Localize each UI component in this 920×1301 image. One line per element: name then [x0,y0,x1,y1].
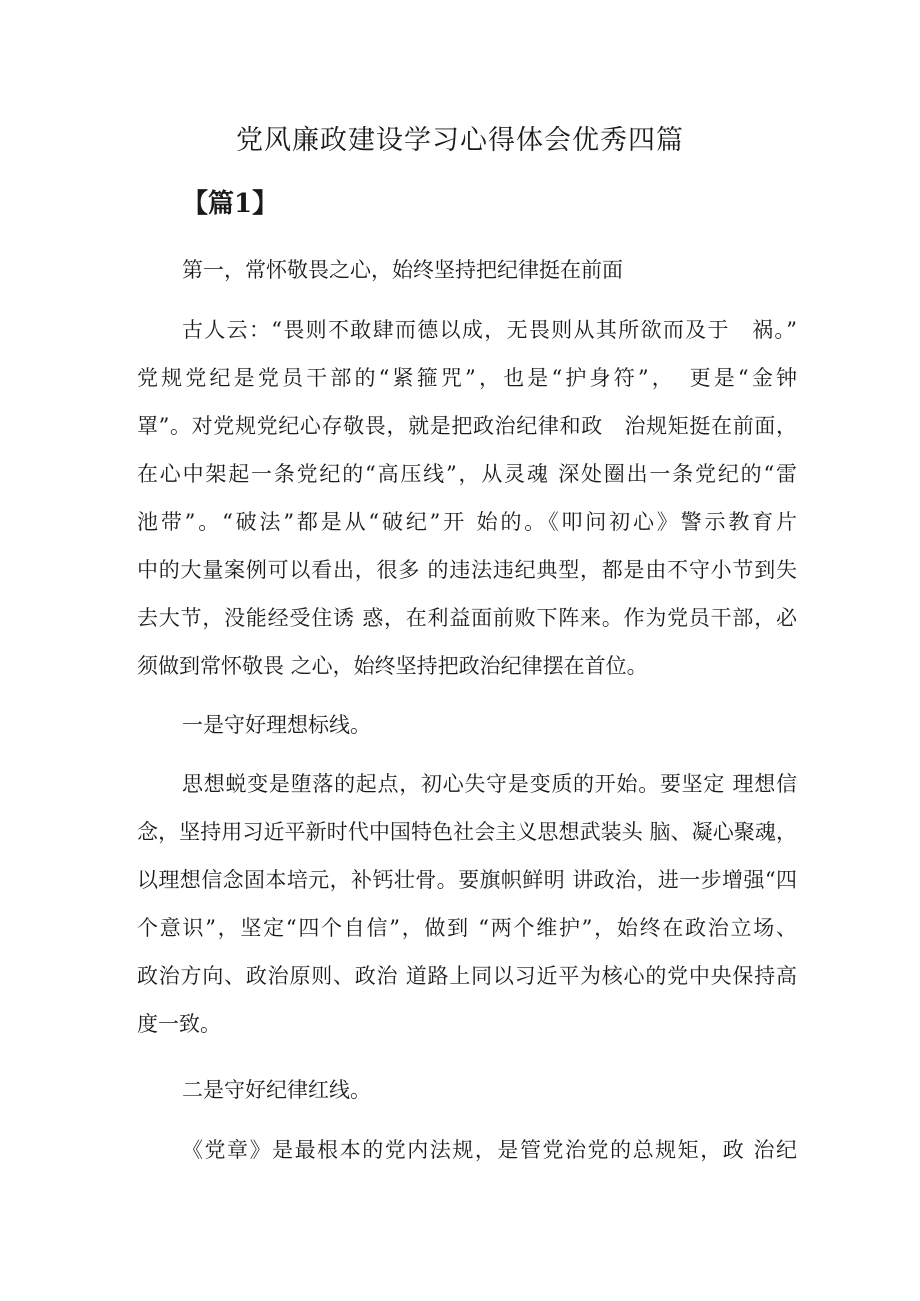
paragraph-line: 念，坚持用习近平新时代中国特色社会主义思想武装头 脑、凝心聚魂， [137,820,797,844]
paragraph-line: 个意识”，坚定“四个自信”，做到 “两个维护”，始终在政治立场、 [137,916,797,940]
paragraph-line: 古人云：“畏则不敢肆而德以成，无畏则从其所欲而及于 祸。” [182,318,797,342]
paragraph-line: 以理想信念固本培元，补钙壮骨。要旗帜鲜明 讲政治，进一步增强“四 [137,868,797,892]
paragraph-line: 政治方向、政治原则、政治 道路上同以习近平为核心的党中央保持高 [137,964,797,988]
paragraph-line: 须做到常怀敬畏 之心，始终坚持把政治纪律摆在首位。 [137,654,648,678]
paragraph-line: 去大节，没能经受住诱 惑，在利益面前败下阵来。作为党员干部，必 [137,606,797,630]
paragraph-line: 池带”。“破法”都是从“破纪”开 始的。《叩问初心》警示教育片 [137,510,797,534]
paragraph-line: 在心中架起一条党纪的“高压线”，从灵魂 深处圈出一条党纪的“雷 [137,462,797,486]
document-title: 党风廉政建设学习心得体会优秀四篇 [236,125,684,156]
heading-line: 二是守好纪律红线。 [182,1078,371,1102]
heading-line: 一是守好理想标线。 [182,713,371,737]
heading-line: 第一，常怀敬畏之心，始终坚持把纪律挺在前面 [182,258,623,282]
paragraph-line: 思想蜕变是堕落的起点，初心失守是变质的开始。要坚定 理想信 [182,772,797,796]
paragraph-line: 中的大量案例可以看出，很多 的违法违纪典型，都是由不守小节到失 [137,558,797,582]
paragraph-line: 《党章》是最根本的党内法规，是管党治党的总规矩，政 治纪 [182,1138,797,1162]
section-heading: 【篇1】 [182,189,279,219]
paragraph-line: 罩”。对党规党纪心存敬畏，就是把政治纪律和政 治规矩挺在前面， [137,414,797,438]
paragraph-line: 度一致。 [137,1012,221,1036]
paragraph-line: 党规党纪是党员干部的“紧箍咒”，也是“护身符”， 更是“金钟 [137,366,797,390]
